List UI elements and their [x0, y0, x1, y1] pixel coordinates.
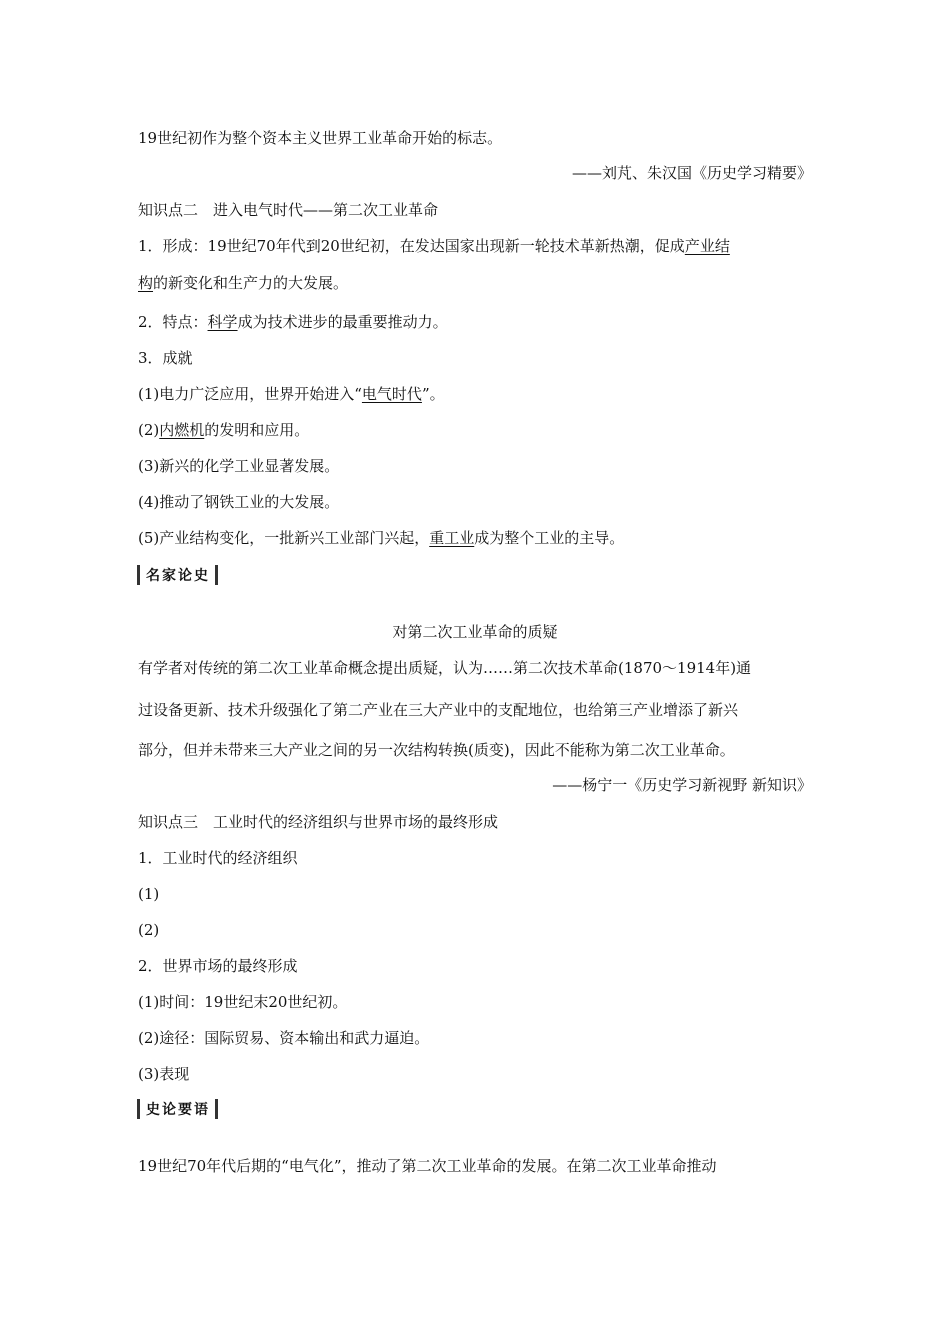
paragraph-line: 过设备更新、技术升级强化了第二产业在三大产业中的支配地位，也给第三产业增添了新兴 [138, 701, 739, 719]
section-tag: 史论要语 [137, 1098, 218, 1120]
underlined-term: 科学 [207, 313, 238, 331]
paragraph-line: (2)途径：国际贸易、资本输出和武力逼迫。 [138, 1029, 430, 1047]
paragraph-line: (3)新兴的化学工业显著发展。 [138, 457, 340, 475]
underlined-term: 电气时代 [361, 385, 422, 403]
section-heading: 知识点二 进入电气时代——第二次工业革命 [138, 201, 439, 219]
paragraph-line: (1)电力广泛应用，世界开始进入“电气时代”。 [138, 385, 445, 403]
paragraph-line: (2) [138, 921, 160, 939]
paragraph-line: (5)产业结构变化，一批新兴工业部门兴起，重工业成为整个工业的主导。 [138, 529, 625, 547]
paragraph-line: (2)内燃机的发明和应用。 [138, 421, 310, 439]
paragraph-line: 19世纪初作为整个资本主义世界工业革命开始的标志。 [138, 129, 503, 147]
section-heading: 知识点三 工业时代的经济组织与世界市场的最终形成 [138, 813, 499, 831]
paragraph-line: 19世纪70年代后期的“电气化”，推动了第二次工业革命的发展。在第二次工业革命推动 [138, 1157, 717, 1175]
source-citation: ——杨宁一《历史学习新视野 新知识》 [552, 776, 812, 794]
underlined-term: 构 [138, 274, 154, 292]
paragraph-line: 2．特点：科学成为技术进步的最重要推动力。 [138, 313, 448, 331]
paragraph-line: 部分，但并未带来三大产业之间的另一次结构转换(质变)，因此不能称为第二次工业革命。 [138, 741, 735, 759]
tag-bar [215, 1099, 218, 1119]
tag-bar [215, 565, 218, 585]
paragraph-line: 2．世界市场的最终形成 [138, 957, 298, 975]
paragraph-line: 3．成就 [138, 349, 193, 367]
underlined-term: 产业结 [684, 237, 730, 255]
source-citation: ——刘芃、朱汉国《历史学习精要》 [571, 164, 812, 182]
underlined-term: 重工业 [429, 529, 475, 547]
paragraph-line: 有学者对传统的第二次工业革命概念提出质疑，认为……第二次技术革命(1870～1914年)通 [138, 659, 752, 677]
paragraph-line: (4)推动了钢铁工业的大发展。 [138, 493, 340, 511]
paragraph-line: 构的新变化和生产力的大发展。 [138, 274, 349, 292]
paragraph-line: 1．工业时代的经济组织 [138, 849, 298, 867]
paragraph-line: (1) [138, 885, 160, 903]
section-tag: 名家论史 [137, 564, 218, 586]
underlined-term: 内燃机 [159, 421, 205, 439]
paragraph-line: (3)表现 [138, 1065, 190, 1083]
paragraph-line: 1．形成：19世纪70年代到20世纪初，在发达国家出现新一轮技术革新热潮，促成产业结 [138, 237, 730, 255]
essay-title: 对第二次工业革命的质疑 [392, 623, 558, 641]
paragraph-line: (1)时间：19世纪末20世纪初。 [138, 993, 348, 1011]
